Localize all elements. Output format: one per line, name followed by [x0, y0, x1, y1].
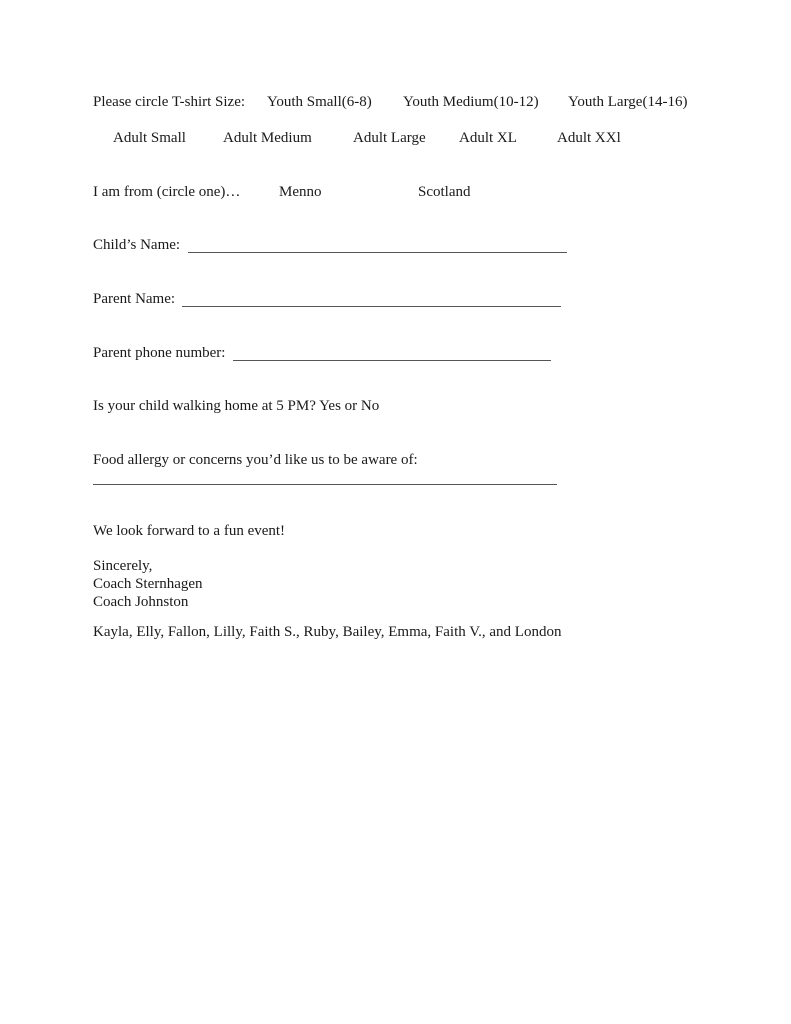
parent-phone-label: Parent phone number:	[93, 345, 226, 361]
hometown-option-menno[interactable]: Menno	[279, 184, 322, 200]
size-option-adult-large[interactable]: Adult Large	[353, 130, 426, 146]
signer-sternhagen: Coach Sternhagen	[93, 576, 203, 592]
child-name-line[interactable]	[188, 252, 567, 253]
size-option-youth-large[interactable]: Youth Large(14-16)	[568, 94, 688, 110]
size-option-adult-xl[interactable]: Adult XL	[459, 130, 517, 146]
hometown-prompt: I am from (circle one)…	[93, 184, 241, 200]
size-option-youth-small[interactable]: Youth Small(6-8)	[267, 94, 372, 110]
signer-johnston: Coach Johnston	[93, 594, 189, 610]
size-option-youth-medium[interactable]: Youth Medium(10-12)	[403, 94, 539, 110]
size-option-adult-small[interactable]: Adult Small	[113, 130, 186, 146]
sincerely-text: Sincerely,	[93, 558, 153, 574]
parent-name-label: Parent Name:	[93, 291, 176, 307]
food-allergy-line[interactable]	[93, 484, 557, 485]
team-names: Kayla, Elly, Fallon, Lilly, Faith S., Ruby, Bailey, Emma, Faith V., and London	[93, 624, 562, 640]
walking-home-question: Is your child walking home at 5 PM? Yes or No	[93, 398, 380, 414]
child-name-label: Child’s Name:	[93, 237, 181, 253]
parent-phone-line[interactable]	[233, 360, 551, 361]
size-option-adult-xxl[interactable]: Adult XXl	[557, 130, 621, 146]
hometown-option-scotland[interactable]: Scotland	[418, 184, 471, 200]
closing-line: We look forward to a fun event!	[93, 523, 286, 539]
tshirt-size-prompt: Please circle T-shirt Size:	[93, 94, 246, 110]
parent-name-line[interactable]	[182, 306, 561, 307]
food-allergy-label: Food allergy or concerns you’d like us to be aware of:	[93, 452, 418, 468]
size-option-adult-medium[interactable]: Adult Medium	[223, 130, 312, 146]
